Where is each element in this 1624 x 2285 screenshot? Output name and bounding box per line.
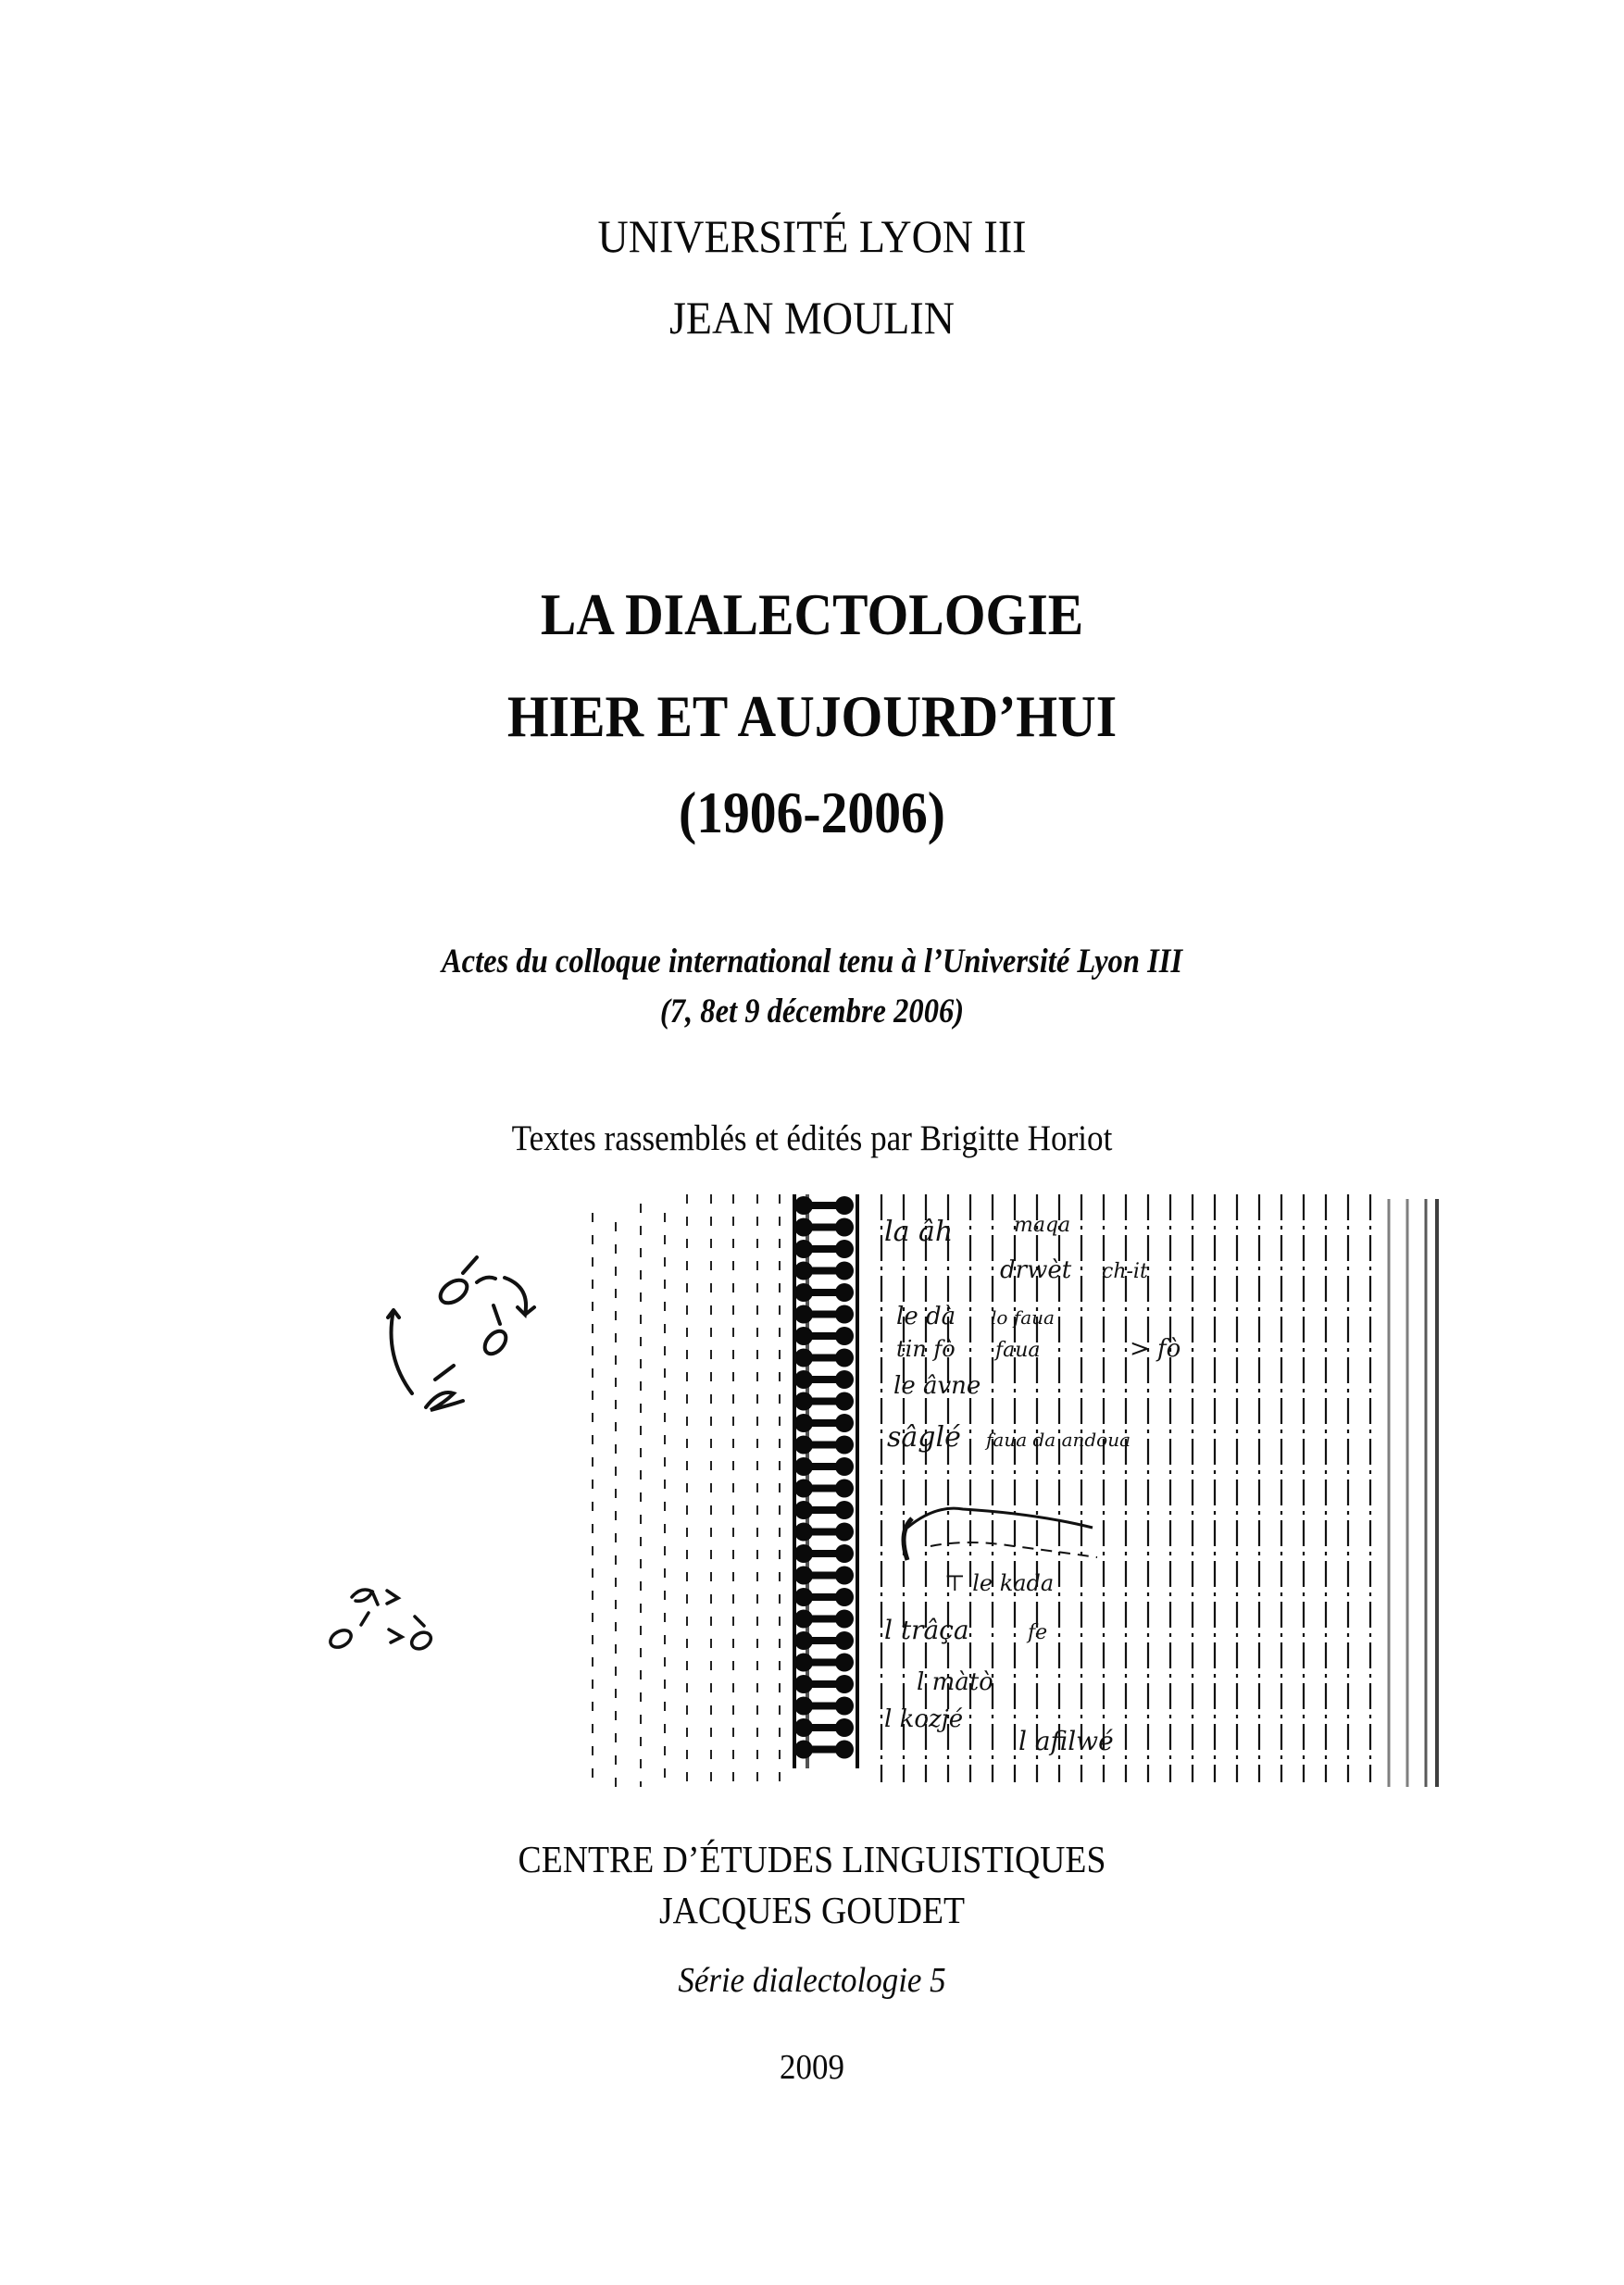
book-title-dates: (1906-2006) — [679, 780, 945, 845]
svg-text:ch-it: ch-it — [1102, 1260, 1148, 1283]
publisher-line-2: JACQUES GOUDET — [658, 1889, 966, 1931]
left-handwritten-notes-top — [388, 1257, 534, 1410]
ruled-lines-left — [593, 1194, 780, 1787]
svg-text:drwèt: drwèt — [1000, 1256, 1072, 1284]
svg-text:sâglé: sâglé — [887, 1421, 961, 1454]
svg-text:l màtò: l màtò — [917, 1668, 993, 1696]
svg-text:⊤ le kada: ⊤ le kada — [944, 1570, 1055, 1596]
svg-text:faua: faua — [995, 1339, 1041, 1362]
series-name: Série dialectologie 5 — [678, 1961, 946, 2000]
svg-text:tin fò: tin fò — [896, 1336, 956, 1362]
notebook-drawing — [315, 1194, 1454, 1796]
notebook-illustration — [315, 1194, 1454, 1796]
publication-year: 2009 — [780, 2048, 844, 2087]
handwritten-notes — [884, 1214, 1181, 1756]
page-edge — [1389, 1199, 1437, 1787]
svg-text:le dà: le dà — [896, 1303, 956, 1330]
publisher-line-1: CENTRE D’ÉTUDES LINGUISTIQUES — [518, 1838, 1106, 1880]
svg-text:l afilwé: l afilwé — [1018, 1726, 1114, 1756]
proceedings-subtitle: Actes du colloque international tenu à l’Université Lyon III — [441, 943, 1183, 980]
conference-dates: (7, 8et 9 décembre 2006) — [659, 993, 965, 1030]
spiral-coils — [794, 1196, 854, 1759]
svg-text:> fò: > fò — [1130, 1335, 1181, 1363]
svg-text:la âh: la âh — [884, 1216, 954, 1248]
book-title-line-1: LA DIALECTOLOGIE — [540, 581, 1084, 647]
svg-text:le âvne: le âvne — [893, 1372, 981, 1400]
left-handwritten-notes-bottom — [328, 1590, 434, 1652]
institution-name: UNIVERSITÉ LYON III — [597, 210, 1027, 262]
book-title-line-2: HIER ET AUJOURD’HUI — [506, 683, 1118, 749]
svg-text:fe: fe — [1028, 1621, 1048, 1644]
editor-credit: Textes rassemblés et édités par Brigitte Horiot — [511, 1118, 1113, 1158]
svg-text:maqa: maqa — [1014, 1214, 1071, 1237]
svg-text:l kozjé: l kozjé — [884, 1705, 964, 1733]
institution-subname: JEAN MOULIN — [669, 292, 955, 343]
svg-text:l trâça: l trâça — [884, 1615, 969, 1645]
svg-text:faua da andoua: faua da andoua — [986, 1429, 1131, 1451]
svg-text:lo faua: lo faua — [991, 1306, 1055, 1329]
